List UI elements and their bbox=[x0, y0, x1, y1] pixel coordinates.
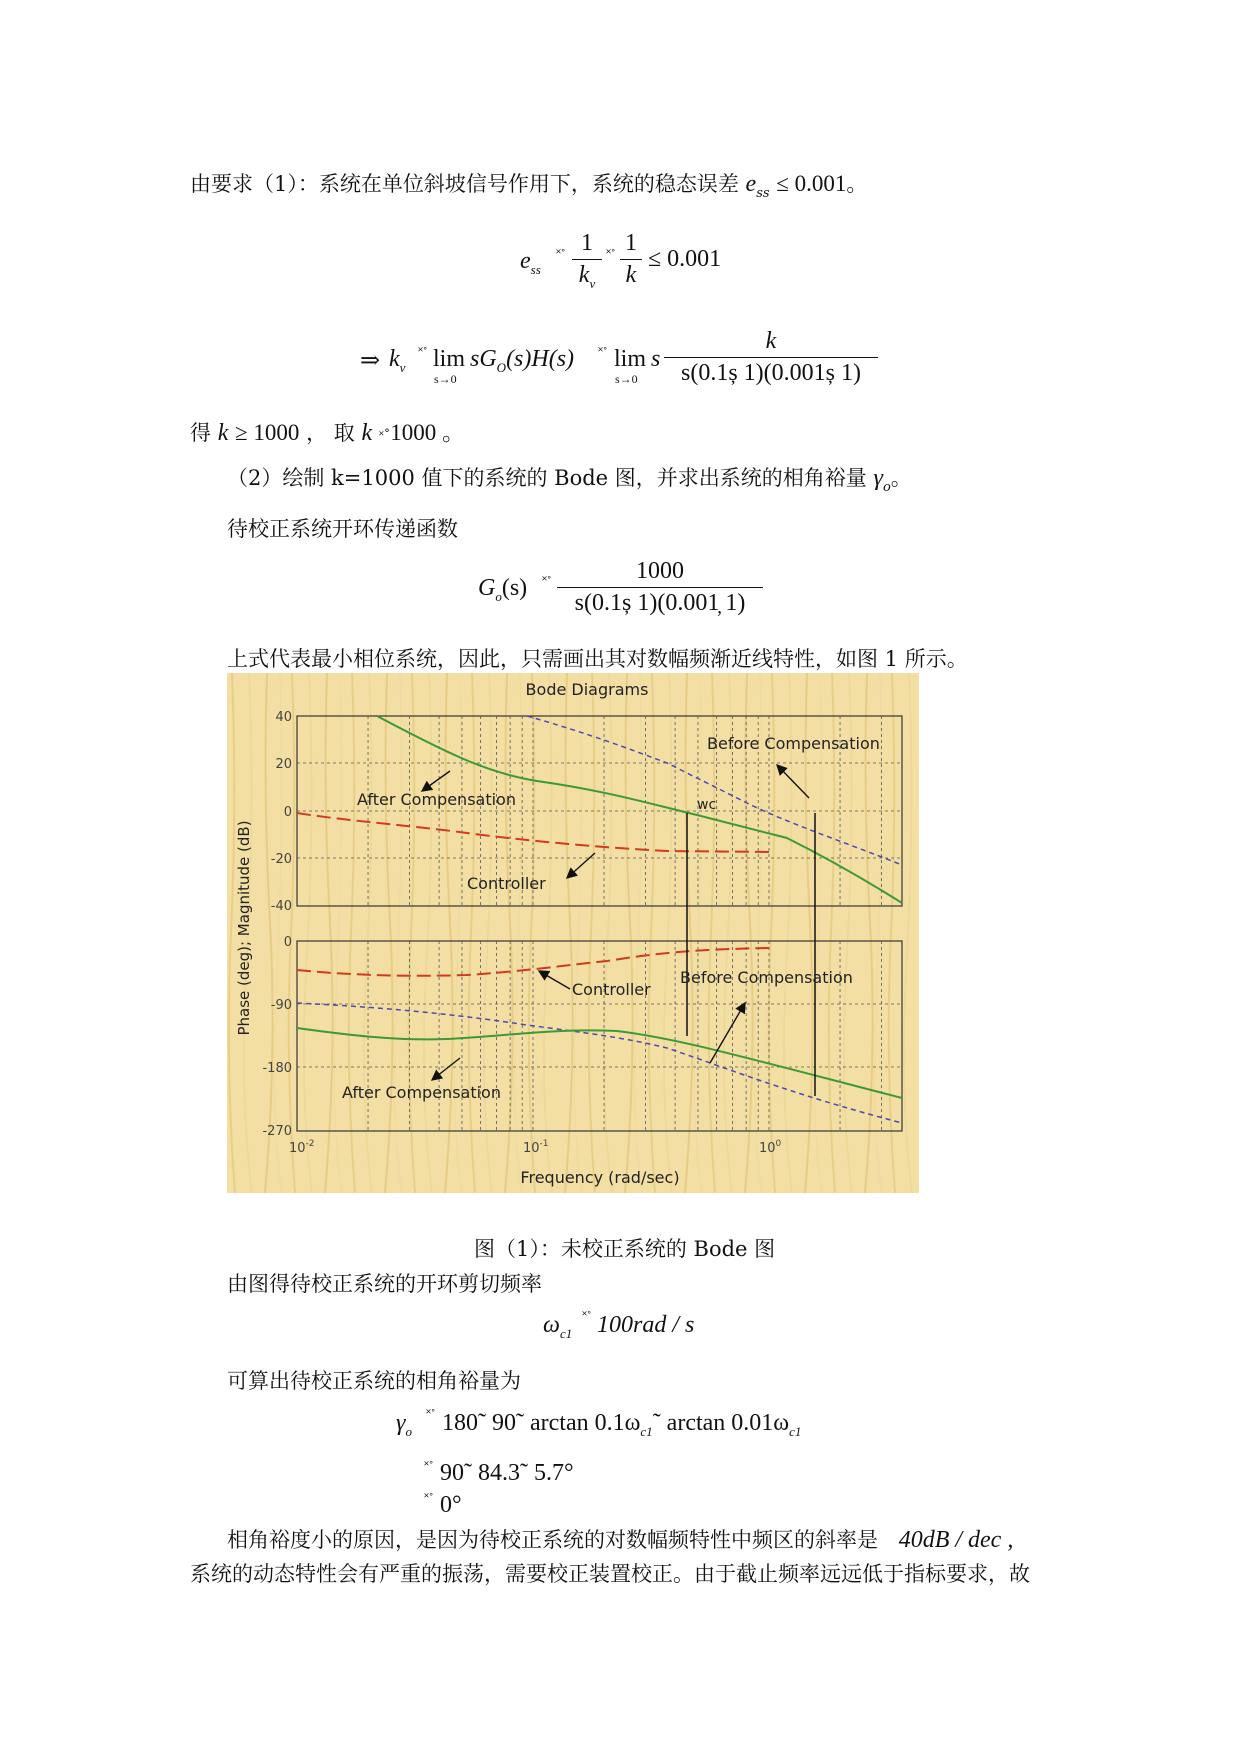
figure-title: Bode Diagrams bbox=[525, 680, 649, 699]
ess-leq: ≤ 0.001 bbox=[648, 246, 722, 272]
ess-sub: ss bbox=[756, 186, 770, 201]
omega-c1-value: 100rad / s bbox=[597, 1312, 695, 1338]
frac-G0-den: s(0.1ș 1)(0.001̦ 1) bbox=[574, 590, 746, 616]
frac-G0-num: 1000 bbox=[636, 558, 684, 584]
ess-lhs-sub: ss bbox=[530, 262, 541, 277]
reason-1-math: 40dB / dec , bbox=[898, 1527, 1014, 1553]
req2-end: 。 bbox=[890, 466, 912, 490]
k-result-d: 1000 。 bbox=[390, 420, 466, 445]
reason-1-text: 相角裕度小的原因，是因为待校正系统的对数幅频特性中频区的斜率是 bbox=[227, 1528, 878, 1552]
req2-line bbox=[227, 462, 912, 495]
req2-text: （2）绘制 k=1000 值下的系统的 Bode 图，并求出系统的相角裕量 bbox=[227, 466, 867, 490]
frac-3-bar bbox=[664, 357, 878, 358]
frac-1-den: $k_v$ bbox=[578, 262, 596, 291]
reason-line-1 bbox=[227, 1524, 1013, 1554]
mag-tick-20: 20 bbox=[275, 757, 292, 772]
garble-4: ˟˚ bbox=[598, 344, 608, 359]
req1-text: 由要求（1）：系统在单位斜坡信号作用下，系统的稳态误差 bbox=[190, 172, 739, 196]
garble-7: ˟˚ bbox=[582, 1308, 592, 1323]
min-phase-text: 上式代表最小相位系统，因此，只需画出其对数幅频渐近线特性，如图 1 所示。 bbox=[227, 647, 968, 671]
annot-wc: wc bbox=[697, 797, 717, 813]
frac-k-over-den bbox=[664, 328, 878, 387]
frac-3-num: k bbox=[765, 328, 777, 354]
phase-tick-0: 0 bbox=[283, 935, 292, 950]
figure-xlabel: Frequency (rad/sec) bbox=[520, 1168, 680, 1187]
req1-end: 。 bbox=[846, 172, 868, 196]
ess-lhs: e bbox=[520, 248, 531, 274]
frac-G0 bbox=[557, 558, 763, 617]
lim-2: lim bbox=[614, 346, 647, 372]
annot-before-phase: Before Compensation bbox=[680, 968, 853, 987]
lim-2-s: s bbox=[651, 346, 661, 372]
annot-before-mag: Before Compensation bbox=[707, 734, 880, 753]
k-result-a: 得 bbox=[190, 421, 211, 445]
mag-tick-neg20: -20 bbox=[270, 852, 292, 867]
k-result-b: ≥ 1000 bbox=[235, 420, 300, 445]
kv-symbol: $k_v$ bbox=[389, 346, 406, 375]
garble-8: ˟˚ bbox=[426, 1406, 436, 1421]
gamma-symbol: $\gamma_o$ bbox=[396, 1410, 412, 1439]
phase-tick-neg270: -270 bbox=[262, 1124, 292, 1139]
mag-tick-0: 0 bbox=[283, 805, 292, 820]
figure-ylabel: Phase (deg); Magnitude (dB) bbox=[235, 820, 253, 1036]
annot-controller-phase: Controller bbox=[572, 980, 651, 999]
frac-2-bar bbox=[620, 259, 642, 260]
frac-1-over-kv bbox=[572, 230, 602, 292]
G0-symbol: $G_o(s)$ bbox=[478, 575, 528, 604]
garble-9: ˟˚ bbox=[424, 1458, 434, 1473]
garble-1: ˟˚ bbox=[556, 246, 566, 261]
omega-c1-symbol: $\omega_{c1}$ bbox=[543, 1312, 573, 1341]
x-tick-1e-2: $10^{-2}$ bbox=[289, 1139, 315, 1156]
sGH-expr: $sG_O(s)H(s)$ bbox=[470, 346, 575, 375]
req1-line bbox=[190, 168, 867, 201]
can-calc-text: 可算出待校正系统的相角裕量为 bbox=[227, 1369, 521, 1393]
mag-tick-neg40: -40 bbox=[270, 899, 292, 914]
x-tick-1e0: $10^0$ bbox=[759, 1139, 782, 1156]
gamma-sub-req2: o bbox=[882, 480, 891, 495]
annot-after-phase: After Compensation bbox=[342, 1083, 501, 1102]
phase-tick-neg180: -180 bbox=[262, 1061, 292, 1076]
mag-tick-40: 40 bbox=[275, 710, 292, 725]
garble-10: ˟˚ bbox=[424, 1490, 434, 1505]
figure-caption: 图（1）：未校正系统的 Bode 图 bbox=[474, 1237, 776, 1261]
k-result-c: ， 取 bbox=[306, 421, 355, 445]
frac-1-bar bbox=[572, 259, 602, 260]
k-symbol-b: k bbox=[361, 420, 373, 446]
ess-symbol: e bbox=[745, 171, 757, 197]
bode-figure bbox=[227, 673, 919, 1193]
k-result-line bbox=[190, 414, 465, 447]
garble-5: ˟˚ bbox=[378, 429, 391, 444]
gamma-symbol-req2: γ bbox=[873, 465, 883, 491]
frac-3-den: s(0.1ș 1)(0.001ș 1) bbox=[681, 360, 861, 386]
ess-equation bbox=[520, 248, 541, 278]
lim-1: lim bbox=[433, 346, 466, 372]
frac-1-num: 1 bbox=[581, 230, 593, 256]
gamma-line1: 180˜ 90˜ $\arctan 0.1\omega_{c1}˜$ $\arctan 0.01\omega_{c1}$ bbox=[442, 1410, 802, 1439]
tf-intro: 待校正系统开环传递函数 bbox=[227, 517, 458, 541]
annot-controller-mag: Controller bbox=[467, 874, 546, 893]
annot-after-mag: After Compensation bbox=[357, 790, 516, 809]
x-tick-1e-1: $10^{-1}$ bbox=[523, 1139, 549, 1156]
phase-tick-neg90: -90 bbox=[270, 998, 292, 1013]
frac-G0-bar bbox=[557, 587, 763, 588]
lim-1-sub: s→0 bbox=[434, 372, 457, 386]
gamma-line3: 0° bbox=[440, 1492, 462, 1518]
garble-6: ˟˚ bbox=[542, 573, 552, 588]
gamma-line2: 90˜ 84.3˜ 5.7° bbox=[440, 1460, 574, 1486]
frac-2-num: 1 bbox=[625, 230, 637, 256]
from-fig-text: 由图得待校正系统的开环剪切频率 bbox=[227, 1272, 542, 1296]
frac-1-over-k bbox=[620, 230, 642, 289]
reason-line-2: 系统的动态特性会有严重的振荡，需要校正装置校正。由于截止频率远远低于指标要求，故 bbox=[190, 1562, 1030, 1586]
garble-2: ˟˚ bbox=[606, 246, 616, 261]
implies-symbol: ⇒ bbox=[360, 348, 381, 374]
lim-2-sub: s→0 bbox=[615, 372, 638, 386]
k-symbol-a: k bbox=[217, 420, 229, 446]
req1-cond: ≤ 0.001 bbox=[776, 171, 847, 196]
garble-3: ˟˚ bbox=[418, 344, 428, 359]
frac-2-den: k bbox=[625, 262, 637, 288]
